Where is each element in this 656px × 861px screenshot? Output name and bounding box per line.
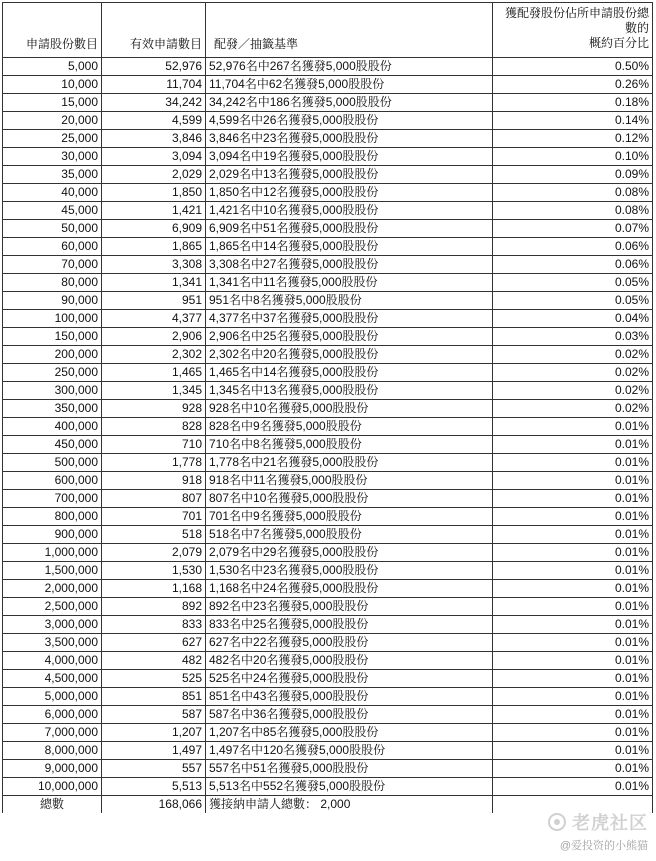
percentage-cell: 0.26%	[493, 76, 653, 94]
table-row	[3, 364, 653, 382]
applications-cell: 1,341	[102, 274, 206, 292]
shares-cell: 100,000	[3, 310, 102, 328]
table-row	[3, 616, 653, 634]
basis-cell: 892名中23名獲發5,000股股份	[206, 598, 493, 616]
percentage-cell: 0.04%	[493, 310, 653, 328]
shares-cell: 700,000	[3, 490, 102, 508]
basis-cell: 1,865名中14名獲發5,000股股份	[206, 238, 493, 256]
table-row	[3, 580, 653, 598]
percentage-cell: 0.09%	[493, 166, 653, 184]
shares-cell: 9,000,000	[3, 760, 102, 778]
percentage-cell: 0.01%	[493, 652, 653, 670]
applications-cell: 525	[102, 670, 206, 688]
applications-cell: 3,308	[102, 256, 206, 274]
percentage-cell: 0.05%	[493, 292, 653, 310]
table-row	[3, 94, 653, 112]
percentage-cell: 0.08%	[493, 184, 653, 202]
table-body	[3, 58, 653, 796]
basis-cell: 2,906名中25名獲發5,000股股份	[206, 328, 493, 346]
basis-cell: 525名中24名獲發5,000股股份	[206, 670, 493, 688]
applications-cell: 34,242	[102, 94, 206, 112]
total-label: 總數	[3, 796, 102, 814]
shares-cell: 500,000	[3, 454, 102, 472]
shares-cell: 900,000	[3, 526, 102, 544]
shares-cell: 250,000	[3, 364, 102, 382]
applications-cell: 52,976	[102, 58, 206, 76]
shares-cell: 4,000,000	[3, 652, 102, 670]
percentage-cell: 0.06%	[493, 238, 653, 256]
basis-cell: 1,465名中14名獲發5,000股股份	[206, 364, 493, 382]
total-empty-cell	[493, 796, 653, 814]
percentage-cell: 0.01%	[493, 760, 653, 778]
shares-cell: 25,000	[3, 130, 102, 148]
basis-cell: 11,704名中62名獲發5,000股股份	[206, 76, 493, 94]
basis-cell: 4,377名中37名獲發5,000股股份	[206, 310, 493, 328]
percentage-cell: 0.01%	[493, 418, 653, 436]
applications-cell: 1,168	[102, 580, 206, 598]
watermark	[548, 809, 648, 853]
table-row	[3, 328, 653, 346]
basis-cell: 1,207名中85名獲發5,000股股份	[206, 724, 493, 742]
percentage-cell: 0.01%	[493, 598, 653, 616]
table-row	[3, 112, 653, 130]
shares-cell: 20,000	[3, 112, 102, 130]
table-row	[3, 454, 653, 472]
percentage-cell: 0.50%	[493, 58, 653, 76]
basis-cell: 482名中20名獲發5,000股股份	[206, 652, 493, 670]
applications-cell: 557	[102, 760, 206, 778]
percentage-cell: 0.01%	[493, 472, 653, 490]
watermark-brand: 老虎社区	[572, 813, 648, 833]
applications-cell: 3,094	[102, 148, 206, 166]
percentage-cell: 0.01%	[493, 526, 653, 544]
applications-cell: 892	[102, 598, 206, 616]
table-row	[3, 166, 653, 184]
percentage-cell: 0.14%	[493, 112, 653, 130]
basis-cell: 52,976名中267名獲發5,000股股份	[206, 58, 493, 76]
shares-cell: 200,000	[3, 346, 102, 364]
percentage-cell: 0.10%	[493, 148, 653, 166]
table-row	[3, 76, 653, 94]
applications-cell: 1,530	[102, 562, 206, 580]
shares-cell: 350,000	[3, 400, 102, 418]
percentage-cell: 0.02%	[493, 382, 653, 400]
table-row	[3, 202, 653, 220]
basis-cell: 807名中10名獲發5,000股股份	[206, 490, 493, 508]
shares-cell: 3,500,000	[3, 634, 102, 652]
shares-cell: 150,000	[3, 328, 102, 346]
applications-cell: 1,778	[102, 454, 206, 472]
table-row	[3, 544, 653, 562]
basis-cell: 951名中8名獲發5,000股股份	[206, 292, 493, 310]
table-row	[3, 706, 653, 724]
basis-cell: 1,168名中24名獲發5,000股股份	[206, 580, 493, 598]
table-row	[3, 472, 653, 490]
basis-cell: 557名中51名獲發5,000股股份	[206, 760, 493, 778]
shares-cell: 10,000	[3, 76, 102, 94]
percentage-cell: 0.01%	[493, 634, 653, 652]
applications-cell: 6,909	[102, 220, 206, 238]
shares-cell: 1,000,000	[3, 544, 102, 562]
applications-cell: 4,599	[102, 112, 206, 130]
shares-cell: 45,000	[3, 202, 102, 220]
basis-cell: 34,242名中186名獲發5,000股股份	[206, 94, 493, 112]
percentage-cell: 0.07%	[493, 220, 653, 238]
basis-cell: 2,302名中20名獲發5,000股股份	[206, 346, 493, 364]
percentage-cell: 0.01%	[493, 616, 653, 634]
percentage-cell: 0.01%	[493, 724, 653, 742]
percentage-cell: 0.01%	[493, 454, 653, 472]
table-row	[3, 508, 653, 526]
table-row	[3, 688, 653, 706]
table-row	[3, 724, 653, 742]
applications-cell: 1,465	[102, 364, 206, 382]
table-row	[3, 436, 653, 454]
header-percentage-line2: 概約百分比	[588, 36, 649, 50]
applications-cell: 2,029	[102, 166, 206, 184]
applications-cell: 587	[102, 706, 206, 724]
applications-cell: 851	[102, 688, 206, 706]
applications-cell: 11,704	[102, 76, 206, 94]
applications-cell: 833	[102, 616, 206, 634]
applications-cell: 701	[102, 508, 206, 526]
total-row	[3, 796, 653, 814]
shares-cell: 50,000	[3, 220, 102, 238]
header-valid-applications: 有效申請數目	[102, 3, 206, 58]
table-row	[3, 490, 653, 508]
applications-cell: 1,865	[102, 238, 206, 256]
applications-cell: 2,906	[102, 328, 206, 346]
table-row	[3, 562, 653, 580]
table-row	[3, 58, 653, 76]
basis-cell: 1,778名中21名獲發5,000股股份	[206, 454, 493, 472]
table-row	[3, 382, 653, 400]
applications-cell: 828	[102, 418, 206, 436]
applications-cell: 627	[102, 634, 206, 652]
table-row	[3, 238, 653, 256]
basis-cell: 6,909名中51名獲發5,000股股份	[206, 220, 493, 238]
basis-cell: 1,497名中120名獲發5,000股股份	[206, 742, 493, 760]
percentage-cell: 0.03%	[493, 328, 653, 346]
applications-cell: 710	[102, 436, 206, 454]
basis-cell: 587名中36名獲發5,000股股份	[206, 706, 493, 724]
applications-cell: 518	[102, 526, 206, 544]
shares-cell: 300,000	[3, 382, 102, 400]
header-shares-applied: 申請股份數目	[3, 3, 102, 58]
shares-cell: 6,000,000	[3, 706, 102, 724]
applications-cell: 1,421	[102, 202, 206, 220]
table-row	[3, 310, 653, 328]
percentage-cell: 0.12%	[493, 130, 653, 148]
shares-cell: 30,000	[3, 148, 102, 166]
header-percentage-line1: 獲配發股份佔所申請股份總數的	[504, 6, 649, 35]
table-row	[3, 346, 653, 364]
shares-cell: 15,000	[3, 94, 102, 112]
basis-cell: 3,308名中27名獲發5,000股股份	[206, 256, 493, 274]
applications-cell: 1,207	[102, 724, 206, 742]
table-row	[3, 220, 653, 238]
table-row	[3, 292, 653, 310]
basis-cell: 833名中25名獲發5,000股股份	[206, 616, 493, 634]
shares-cell: 90,000	[3, 292, 102, 310]
table-row	[3, 778, 653, 796]
basis-cell: 3,094名中19名獲發5,000股股份	[206, 148, 493, 166]
basis-cell: 1,421名中10名獲發5,000股股份	[206, 202, 493, 220]
watermark-user: @爱投资的小熊猫	[559, 840, 648, 852]
basis-cell: 928名中10名獲發5,000股股份	[206, 400, 493, 418]
basis-cell: 3,846名中23名獲發5,000股股份	[206, 130, 493, 148]
applications-cell: 1,497	[102, 742, 206, 760]
basis-cell: 2,079名中29名獲發5,000股股份	[206, 544, 493, 562]
table-row	[3, 148, 653, 166]
table-row	[3, 652, 653, 670]
percentage-cell: 0.02%	[493, 400, 653, 418]
basis-cell: 851名中43名獲發5,000股股份	[206, 688, 493, 706]
table-row	[3, 670, 653, 688]
basis-cell: 918名中11名獲發5,000股股份	[206, 472, 493, 490]
shares-cell: 450,000	[3, 436, 102, 454]
basis-cell: 1,345名中13名獲發5,000股股份	[206, 382, 493, 400]
table-header-row	[3, 3, 653, 58]
shares-cell: 600,000	[3, 472, 102, 490]
applications-cell: 3,846	[102, 130, 206, 148]
basis-cell: 2,029名中13名獲發5,000股股份	[206, 166, 493, 184]
applications-cell: 1,345	[102, 382, 206, 400]
percentage-cell: 0.01%	[493, 670, 653, 688]
percentage-cell: 0.01%	[493, 688, 653, 706]
table-row	[3, 598, 653, 616]
applications-cell: 918	[102, 472, 206, 490]
percentage-cell: 0.05%	[493, 274, 653, 292]
tiger-logo-icon	[548, 813, 566, 831]
basis-cell: 518名中7名獲發5,000股股份	[206, 526, 493, 544]
shares-cell: 400,000	[3, 418, 102, 436]
shares-cell: 3,000,000	[3, 616, 102, 634]
table-row	[3, 400, 653, 418]
basis-cell: 710名中8名獲發5,000股股份	[206, 436, 493, 454]
shares-cell: 4,500,000	[3, 670, 102, 688]
applications-cell: 5,513	[102, 778, 206, 796]
shares-cell: 80,000	[3, 274, 102, 292]
percentage-cell: 0.01%	[493, 544, 653, 562]
shares-cell: 10,000,000	[3, 778, 102, 796]
table-row	[3, 130, 653, 148]
header-percentage	[493, 3, 653, 58]
table-row	[3, 742, 653, 760]
percentage-cell: 0.01%	[493, 436, 653, 454]
shares-cell: 70,000	[3, 256, 102, 274]
table-row	[3, 634, 653, 652]
percentage-cell: 0.01%	[493, 778, 653, 796]
percentage-cell: 0.02%	[493, 346, 653, 364]
table-row	[3, 526, 653, 544]
applications-cell: 951	[102, 292, 206, 310]
shares-cell: 800,000	[3, 508, 102, 526]
applications-cell: 807	[102, 490, 206, 508]
shares-cell: 1,500,000	[3, 562, 102, 580]
shares-cell: 60,000	[3, 238, 102, 256]
table-row	[3, 184, 653, 202]
shares-cell: 5,000,000	[3, 688, 102, 706]
basis-cell: 1,341名中11名獲發5,000股股份	[206, 274, 493, 292]
shares-cell: 40,000	[3, 184, 102, 202]
basis-cell: 828名中9名獲發5,000股股份	[206, 418, 493, 436]
percentage-cell: 0.01%	[493, 508, 653, 526]
shares-cell: 8,000,000	[3, 742, 102, 760]
header-basis: 配發／抽籤基準	[206, 3, 493, 58]
shares-cell: 5,000	[3, 58, 102, 76]
shares-cell: 2,000,000	[3, 580, 102, 598]
applications-cell: 2,079	[102, 544, 206, 562]
applications-cell: 2,302	[102, 346, 206, 364]
percentage-cell: 0.02%	[493, 364, 653, 382]
allotment-table	[2, 2, 653, 813]
applications-cell: 1,850	[102, 184, 206, 202]
percentage-cell: 0.01%	[493, 706, 653, 724]
applications-cell: 482	[102, 652, 206, 670]
basis-cell: 701名中9名獲發5,000股股份	[206, 508, 493, 526]
applications-cell: 928	[102, 400, 206, 418]
applications-cell: 4,377	[102, 310, 206, 328]
percentage-cell: 0.01%	[493, 742, 653, 760]
allotment-sheet	[2, 2, 652, 813]
basis-cell: 1,850名中12名獲發5,000股股份	[206, 184, 493, 202]
table-row	[3, 418, 653, 436]
total-applications: 168,066	[102, 796, 206, 814]
table-row	[3, 274, 653, 292]
percentage-cell: 0.01%	[493, 562, 653, 580]
percentage-cell: 0.01%	[493, 580, 653, 598]
table-row	[3, 760, 653, 778]
basis-cell: 1,530名中23名獲發5,000股股份	[206, 562, 493, 580]
basis-cell: 5,513名中552名獲發5,000股股份	[206, 778, 493, 796]
basis-cell: 4,599名中26名獲發5,000股股份	[206, 112, 493, 130]
basis-cell: 627名中22名獲發5,000股股份	[206, 634, 493, 652]
percentage-cell: 0.01%	[493, 490, 653, 508]
shares-cell: 7,000,000	[3, 724, 102, 742]
percentage-cell: 0.18%	[493, 94, 653, 112]
percentage-cell: 0.08%	[493, 202, 653, 220]
percentage-cell: 0.06%	[493, 256, 653, 274]
shares-cell: 2,500,000	[3, 598, 102, 616]
shares-cell: 35,000	[3, 166, 102, 184]
total-basis: 獲接納申請人總數： 2,000	[206, 796, 493, 814]
table-row	[3, 256, 653, 274]
